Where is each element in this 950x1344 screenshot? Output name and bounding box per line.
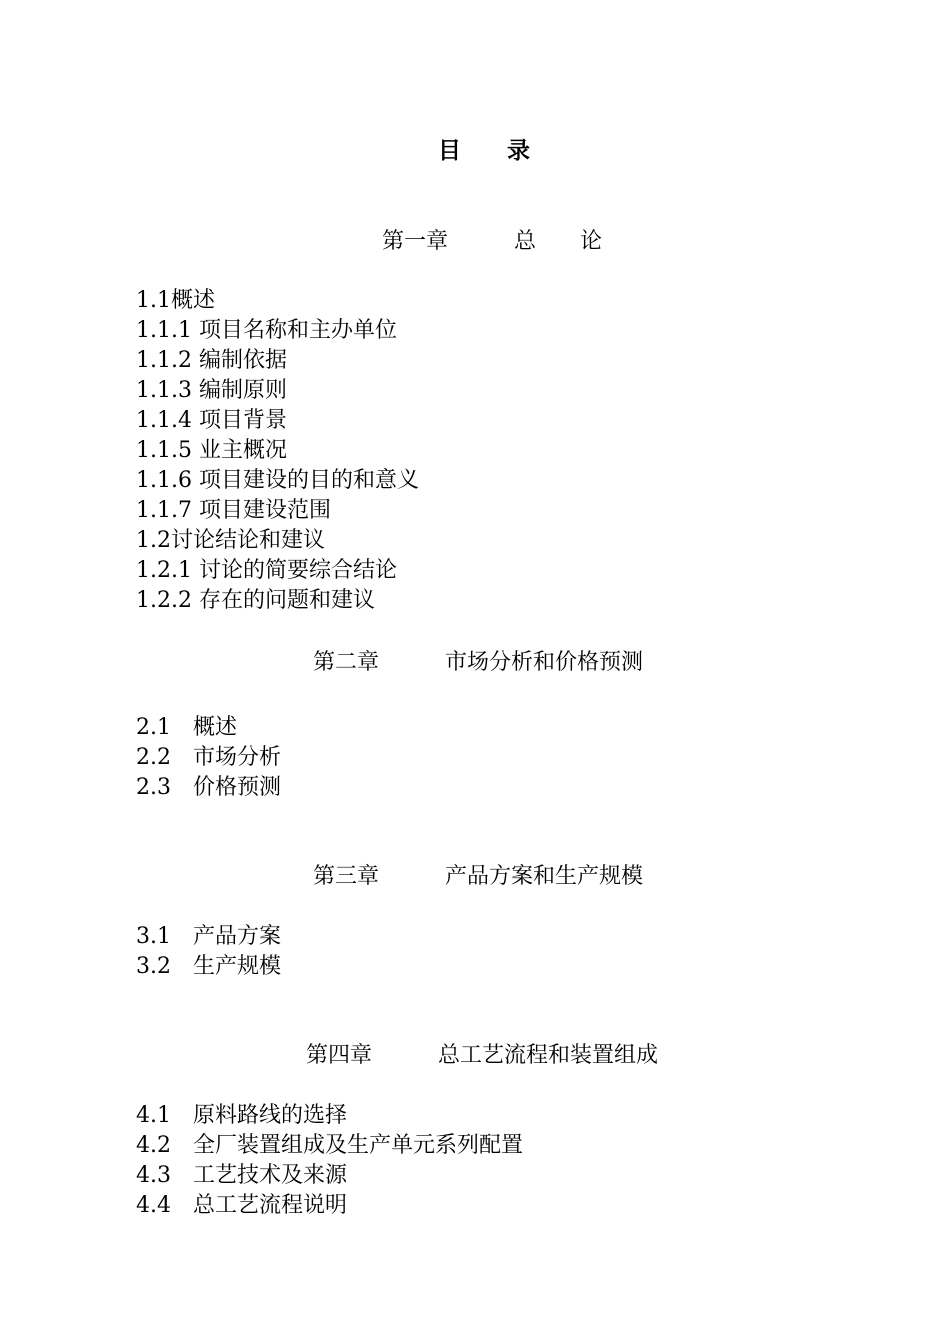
toc-title: 目 录 [438,137,530,164]
toc-entry: 2.1 概述 [136,715,237,740]
toc-entry: 1.2讨论结论和建议 [136,528,325,553]
toc-entry: 2.3 价格预测 [136,775,281,800]
toc-entry: 1.1.6 项目建设的目的和意义 [136,468,419,493]
toc-entry: 1.1.4 项目背景 [136,408,287,433]
toc-entry: 1.1.2 编制依据 [136,348,287,373]
chapter-4-heading: 第四章 总工艺流程和装置组成 [306,1043,659,1068]
toc-entry: 4.3 工艺技术及来源 [136,1163,347,1188]
toc-entry: 4.1 原料路线的选择 [136,1103,347,1128]
toc-entry: 1.2.2 存在的问题和建议 [136,588,375,613]
chapter-2-heading: 第二章 市场分析和价格预测 [313,650,644,675]
toc-entry: 3.1 产品方案 [136,924,281,949]
toc-entry: 1.1.1 项目名称和主办单位 [136,318,397,343]
chapter-1-heading: 第一章 总 论 [382,229,603,254]
toc-entry: 3.2 生产规模 [136,954,281,979]
toc-entry: 2.2 市场分析 [136,745,281,770]
toc-entry: 1.1概述 [136,288,215,313]
toc-entry: 1.2.1 讨论的简要综合结论 [136,558,397,583]
chapter-3-heading: 第三章 产品方案和生产规模 [313,864,644,889]
toc-entry: 4.4 总工艺流程说明 [136,1193,347,1218]
toc-entry: 4.2 全厂装置组成及生产单元系列配置 [136,1133,523,1158]
toc-entry: 1.1.7 项目建设范围 [136,498,331,523]
toc-entry: 1.1.5 业主概况 [136,438,287,463]
toc-entry: 1.1.3 编制原则 [136,378,287,403]
